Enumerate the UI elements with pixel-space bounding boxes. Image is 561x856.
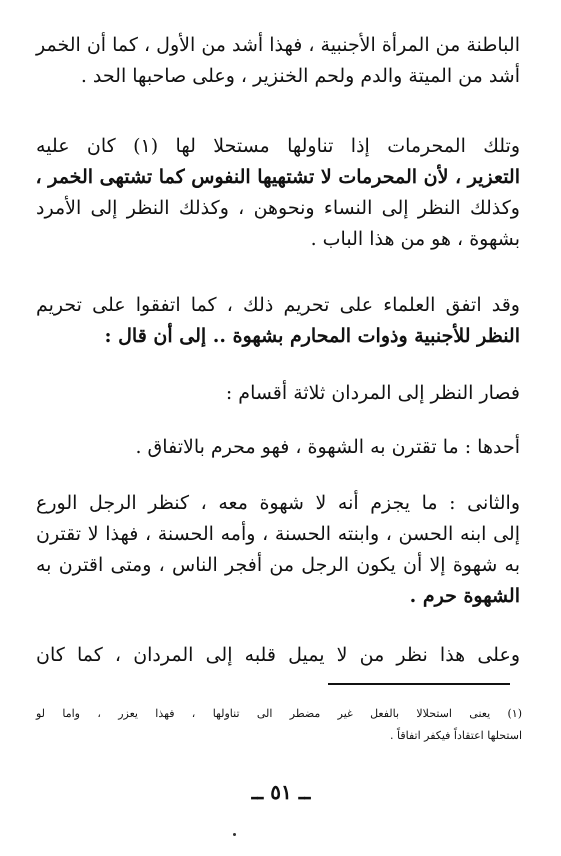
text-line: وتلك المحرمات إذا تناولها مستحلا لها (١) كان عليه (36, 135, 520, 157)
text-line: أشد من الميتة والدم ولحم الخنزير ، وعلى صاحبها الحد . (80, 65, 520, 87)
page-number: ــ ٥١ ــ (251, 780, 311, 804)
text-line: بشهوة ، هو من هذا الباب . (310, 228, 520, 250)
paragraph-5 (36, 432, 520, 463)
text-line: والثانى : ما يجزم أنه لا شهوة معه ، كنظر الرجل الورع (36, 492, 520, 514)
footnote-line: استحلها اعتقاداً فيكفر اتفاقاً . (390, 729, 522, 742)
text-line: التعزير ، لأن المحرمات لا تشتهيها النفوس كما تشتهى الخمر ، (35, 166, 520, 188)
footnote-line: (١) يعنى استحلالا بالفعل غير مضطر الى تناولها ، فهذا يعزر ، واما لو (36, 707, 522, 720)
paragraph-6 (36, 488, 520, 612)
paragraph-2 (36, 131, 520, 255)
paragraph-4 (36, 378, 520, 409)
text-line: إلى ابنه الحسن ، وابنته الحسنة ، وأمه الحسنة ، فهذا لا تقترن (36, 523, 520, 545)
text-line: الباطنة من المرأة الأجنبية ، فهذا أشد من الأول ، كما أن الخمر (36, 34, 520, 56)
paragraph-7 (36, 640, 520, 671)
text-line: به شهوة إلا أن يكون الرجل من أفجر الناس ، ومتى اقترن به (36, 554, 520, 576)
text-line: وعلى هذا نظر من لا يميل قلبه إلى المردان ، كما كان (36, 644, 520, 666)
footnote (36, 703, 522, 747)
footnote-separator (328, 683, 510, 685)
text-line: أحدها : ما تقترن به الشهوة ، فهو محرم بالاتفاق . (135, 436, 520, 458)
text-line: وقد اتفق العلماء على تحريم ذلك ، كما اتفقوا على تحريم (36, 294, 520, 316)
print-speck (233, 833, 236, 836)
text-line: فصار النظر إلى المردان ثلاثة أقسام : (225, 382, 520, 404)
text-line: النظر للأجنبية وذوات المحارم بشهوة .. إلى أن قال : (104, 325, 520, 347)
text-line: الشهوة حرم . (409, 585, 520, 607)
paragraph-3 (36, 290, 520, 352)
paragraph-1 (36, 30, 520, 92)
text-line: وكذلك النظر إلى النساء ونحوهن ، وكذلك النظر إلى الأمرد (36, 197, 520, 219)
